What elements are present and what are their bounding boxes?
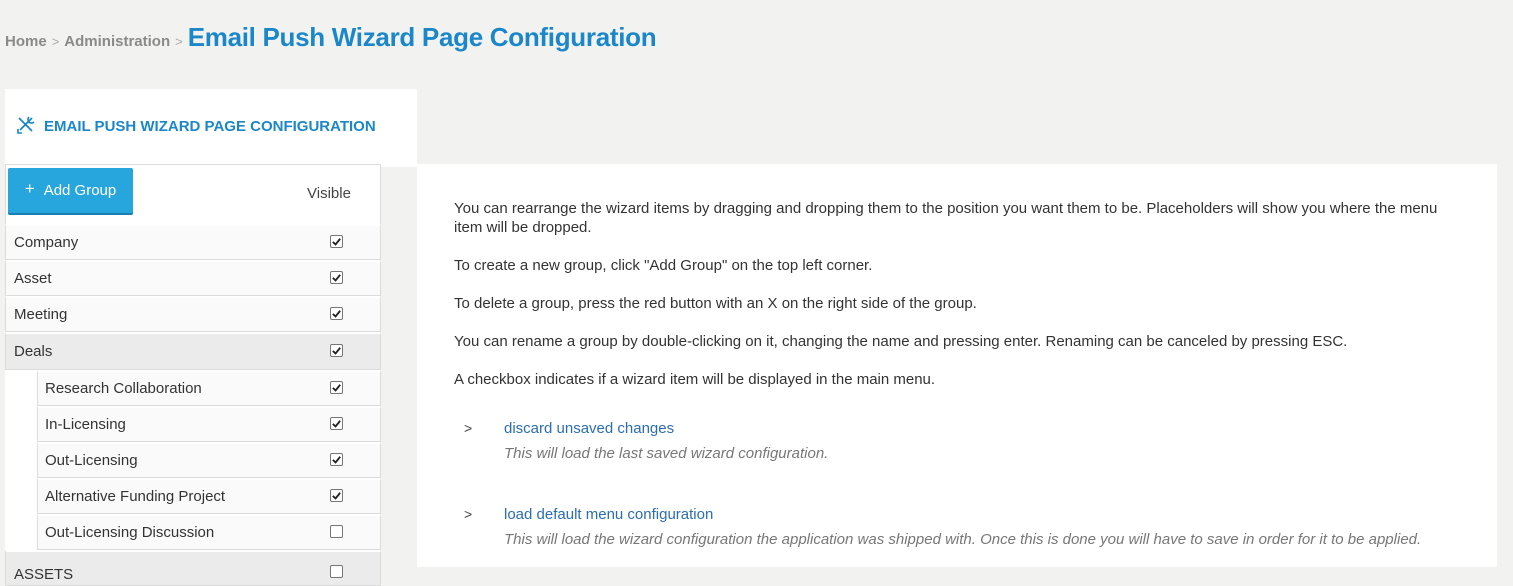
instruction-text: To create a new group, click "Add Group" on the top left corner. [454,257,873,274]
item-label: Research Collaboration [45,380,202,397]
add-group-label: Add Group [43,182,117,199]
visible-checkbox-checked[interactable] [330,307,343,320]
load-default-description: This will load the wizard configuration the application was shipped with. Once this is done you will have to save in order for it to be applied. [504,531,1422,548]
instructions [454,199,1454,408]
visible-checkbox-checked[interactable] [330,271,343,284]
panel-title: EMAIL PUSH WIZARD PAGE CONFIGURATION [44,118,376,135]
chevron-right-icon: > [464,506,473,522]
item-label: Meeting [14,306,68,323]
visible-checkbox-checked[interactable] [330,453,343,466]
breadcrumb-administration[interactable]: Administration [64,33,171,50]
wizard-item-list [5,164,381,583]
list-item-out-licensing-discussion[interactable] [37,514,381,550]
item-label: Out-Licensing [45,452,138,469]
discard-changes-description: This will load the last saved wizard configuration. [504,445,829,462]
visible-checkbox-checked[interactable] [330,381,343,394]
panel-header [5,89,417,167]
list-item-meeting[interactable] [5,296,381,332]
instruction-text: You can rearrange the wizard items by dragging and dropping them to the position you want them to be. Placeholders will show you where the menu item will be dropped. [454,200,1438,236]
visible-checkbox-unchecked[interactable] [330,525,343,538]
item-label: Company [14,234,79,251]
discard-changes-link[interactable]: discard unsaved changes [504,420,675,437]
list-toolbar [5,164,381,224]
visible-checkbox-checked[interactable] [330,489,343,502]
list-item-asset[interactable] [5,260,381,296]
visible-checkbox-checked[interactable] [330,344,343,357]
item-label: Out-Licensing Discussion [45,524,215,541]
visible-checkbox-unchecked[interactable] [330,565,343,578]
instruction-text: You can rename a group by double-clicking on it, changing the name and pressing enter. Renaming can be canceled by pressing ESC. [454,333,1348,350]
item-label: In-Licensing [45,416,126,433]
breadcrumb-home[interactable]: Home [5,33,47,50]
load-default-link[interactable]: load default menu configuration [504,506,714,523]
breadcrumb [5,22,656,53]
tools-icon [16,115,36,135]
breadcrumb-separator: > [51,34,60,49]
page-title: Email Push Wizard Page Configuration [187,22,657,52]
list-item-company[interactable] [5,224,381,260]
list-item-out-licensing[interactable] [37,442,381,478]
visible-checkbox-checked[interactable] [330,235,343,248]
chevron-right-icon: > [464,420,473,436]
breadcrumb-separator: > [175,34,183,49]
visible-column-header: Visible [307,185,351,202]
list-item-research-collaboration[interactable] [37,370,381,406]
add-group-button[interactable] [8,168,133,213]
item-label: Asset [14,270,52,287]
group-label: ASSETS [14,566,74,583]
item-label: Alternative Funding Project [45,488,226,505]
plus-icon: + [24,178,35,198]
instruction-text: To delete a group, press the red button with an X on the right side of the group. [454,295,977,312]
group-assets[interactable] [5,550,381,586]
group-deals[interactable] [5,332,381,370]
list-item-alternative-funding-project[interactable] [37,478,381,514]
group-label: Deals [14,343,53,360]
instruction-text: A checkbox indicates if a wizard item will be displayed in the main menu. [454,371,936,388]
visible-checkbox-checked[interactable] [330,417,343,430]
list-item-in-licensing[interactable] [37,406,381,442]
